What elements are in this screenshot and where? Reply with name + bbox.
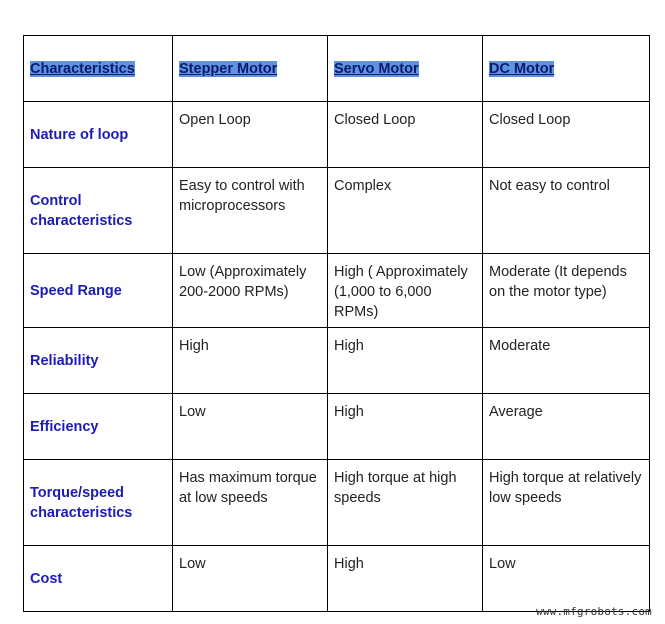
- table-row: [24, 168, 650, 254]
- header-label-dc: DC Motor: [489, 60, 555, 77]
- cell-stepper: Open Loop: [173, 102, 328, 168]
- motor-comparison-table: [23, 35, 650, 612]
- table-row: [24, 546, 650, 612]
- row-label: Torque/speed characteristics: [24, 460, 173, 546]
- table-row: [24, 460, 650, 546]
- row-label: Nature of loop: [24, 102, 173, 168]
- cell-stepper: Low (Approximately 200-2000 RPMs): [173, 254, 328, 328]
- cell-stepper: High: [173, 328, 328, 394]
- cell-dc: Moderate: [483, 328, 650, 394]
- cell-stepper: Low: [173, 546, 328, 612]
- cell-dc: Not easy to control: [483, 168, 650, 254]
- row-label: Control characteristics: [24, 168, 173, 254]
- cell-stepper: Easy to control with microprocessors: [173, 168, 328, 254]
- header-label-stepper: Stepper Motor: [179, 60, 278, 77]
- table-row: [24, 254, 650, 328]
- cell-servo: High: [328, 394, 483, 460]
- site-watermark: www.mfgrobots.com: [536, 605, 652, 618]
- header-cell-characteristics: [24, 36, 173, 102]
- table-row: [24, 394, 650, 460]
- cell-dc: Average: [483, 394, 650, 460]
- cell-stepper: Has maximum torque at low speeds: [173, 460, 328, 546]
- cell-servo: Closed Loop: [328, 102, 483, 168]
- cell-servo: High ( Approximately (1,000 to 6,000 RPMs): [328, 254, 483, 328]
- cell-servo: High torque at high speeds: [328, 460, 483, 546]
- row-label: Cost: [24, 546, 173, 612]
- header-cell-dc: [483, 36, 650, 102]
- row-label: Reliability: [24, 328, 173, 394]
- table-row: [24, 102, 650, 168]
- header-row: [24, 36, 650, 102]
- row-label: Efficiency: [24, 394, 173, 460]
- cell-dc: Closed Loop: [483, 102, 650, 168]
- cell-dc: Low: [483, 546, 650, 612]
- header-cell-servo: [328, 36, 483, 102]
- table-row: [24, 328, 650, 394]
- row-label: Speed Range: [24, 254, 173, 328]
- cell-dc: Moderate (It depends on the motor type): [483, 254, 650, 328]
- cell-servo: High: [328, 328, 483, 394]
- cell-stepper: Low: [173, 394, 328, 460]
- header-label-characteristics: Characteristics: [30, 60, 135, 77]
- header-label-servo: Servo Motor: [334, 60, 419, 77]
- cell-dc: High torque at relatively low speeds: [483, 460, 650, 546]
- cell-servo: Complex: [328, 168, 483, 254]
- header-cell-stepper: [173, 36, 328, 102]
- cell-servo: High: [328, 546, 483, 612]
